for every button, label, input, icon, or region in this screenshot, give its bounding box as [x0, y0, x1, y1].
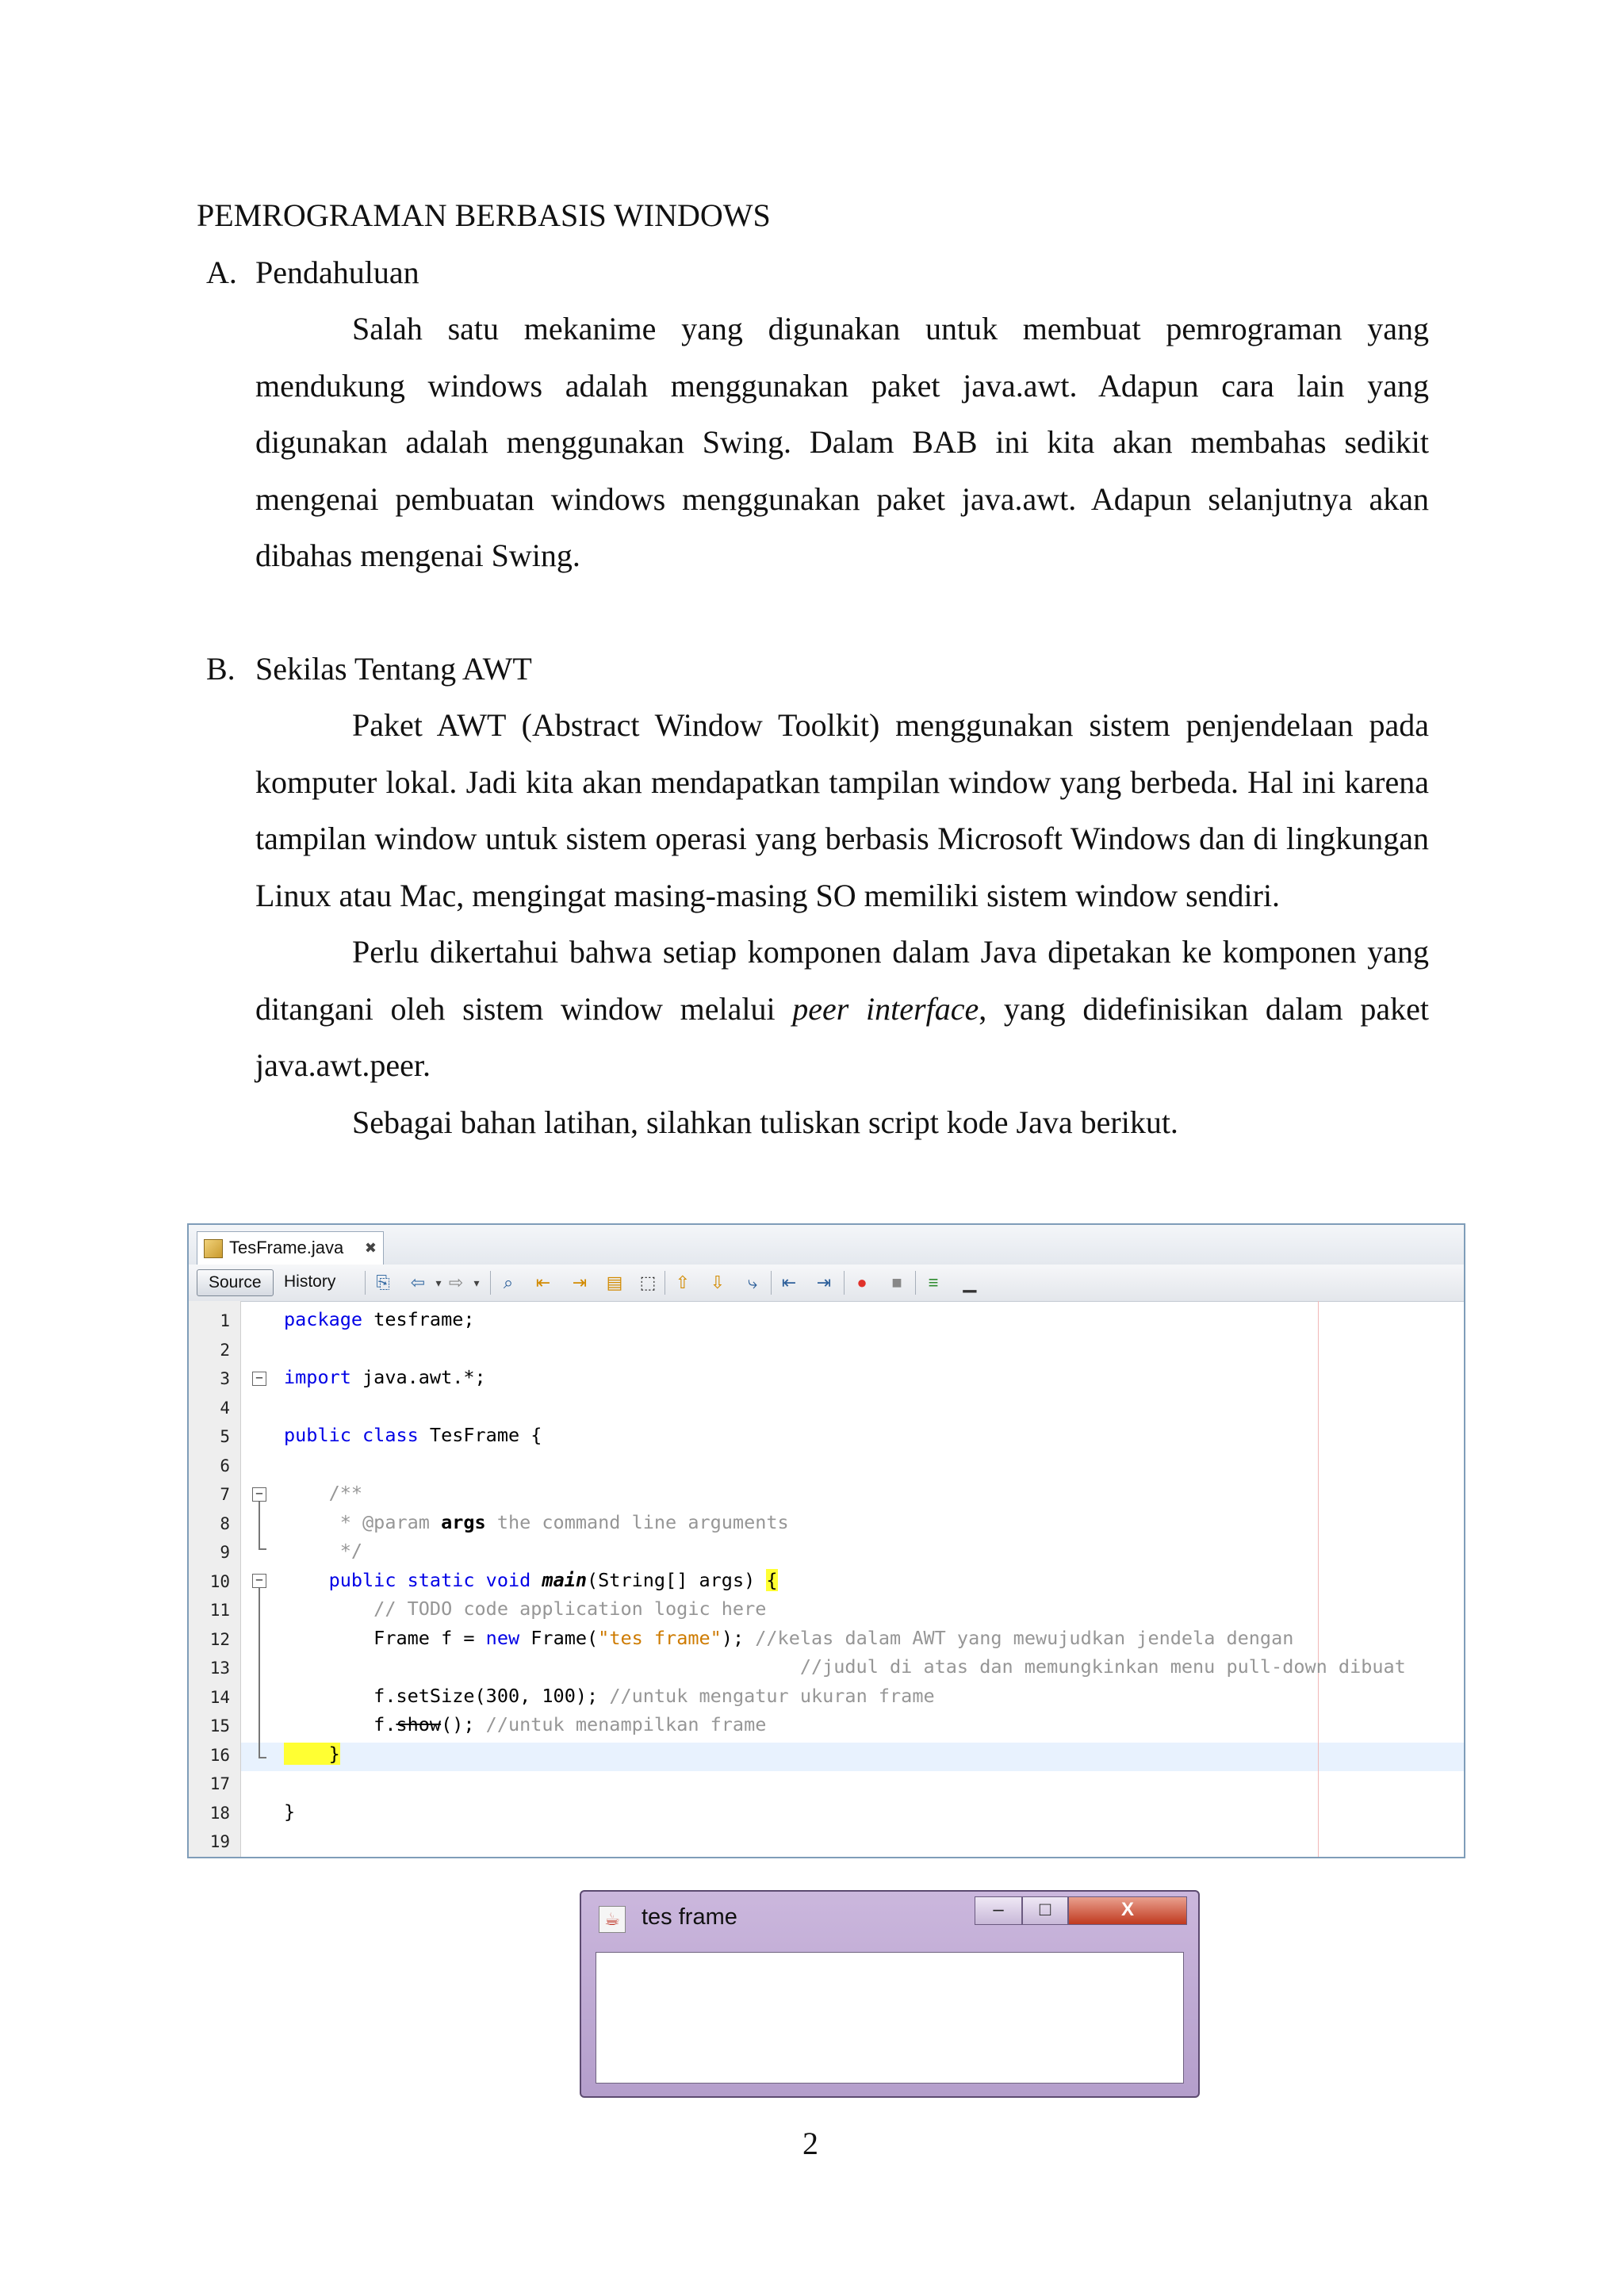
maximize-button[interactable]: □ [1022, 1896, 1068, 1925]
find-next-icon[interactable]: ⇥ [572, 1272, 588, 1292]
comment-icon[interactable]: ≡ [928, 1272, 939, 1292]
window-client-area [596, 1952, 1184, 2084]
minimize-button[interactable]: – [975, 1896, 1022, 1925]
code-line-11: // TODO code application logic here [284, 1598, 767, 1620]
close-button[interactable]: X [1068, 1896, 1187, 1925]
uncomment-icon[interactable]: ▁ [963, 1272, 977, 1292]
section-b-paragraph-1: Paket AWT (Abstract Window Toolkit) menggunakan sistem penjendelaan pada komputer lokal. Jadi kita akan mendapatkan tampilan window yang berbeda. Hal ini karena tampilan window untuk sistem operasi yang berbasis Microsoft Windows dan di lingkungan Linux atau Mac, mengingat masing-masing SO memiliki sistem window sendiri. [255, 707, 1429, 913]
line-number: 14 [209, 1687, 230, 1707]
code-line-5: public class TesFrame { [284, 1424, 542, 1446]
history-tab-button[interactable]: History [284, 1272, 336, 1291]
back-dropdown-icon[interactable]: ▾ [435, 1276, 442, 1289]
line-number: 8 [220, 1513, 230, 1533]
editor-tab-bar [189, 1225, 1464, 1265]
code-line-9: */ [284, 1540, 363, 1562]
back-icon[interactable]: ⇦ [410, 1272, 426, 1292]
find-icon[interactable]: ⌕ [503, 1272, 514, 1292]
line-number: 18 [209, 1803, 230, 1823]
line-number: 3 [220, 1369, 230, 1388]
document-heading: PEMROGRAMAN BERBASIS WINDOWS [197, 197, 771, 233]
section-b-body [255, 697, 1429, 1150]
close-tab-icon[interactable]: ✖ [364, 1240, 377, 1256]
java-file-icon [204, 1239, 223, 1258]
stop-macro-recording-icon[interactable]: ■ [891, 1272, 902, 1292]
file-tab[interactable] [197, 1231, 384, 1265]
ide-editor-screenshot [187, 1223, 1465, 1858]
code-line-18: } [284, 1800, 296, 1823]
next-bookmark-icon[interactable]: ⇩ [710, 1272, 726, 1292]
code-line-7: /** [284, 1482, 363, 1504]
code-line-3: import java.awt.*; [284, 1366, 486, 1388]
rectangular-selection-icon[interactable]: ⬚ [639, 1272, 657, 1292]
section-a-paragraph: Salah satu mekanime yang digunakan untuk membuat pemrograman yang mendukung windows adalah menggunakan paket java.awt. Adapun cara lain yang digunakan adalah menggunakan Swing. Dalam BAB ini kita akan membahas sedikit mengenai pembuatan windows menggunakan paket java.awt. Adapun selanjutnya akan dibahas mengenai Swing. [255, 311, 1429, 573]
section-b-title: Sekilas Tentang AWT [255, 651, 532, 687]
file-tab-label: TesFrame.java [229, 1238, 344, 1257]
line-number: 9 [220, 1543, 230, 1562]
line-number: 13 [209, 1659, 230, 1678]
line-number: 4 [220, 1398, 230, 1418]
section-b-paragraph-3: Sebagai bahan latihan, silahkan tuliskan script kode Java berikut. [352, 1104, 1178, 1140]
page-number: 2 [802, 2126, 818, 2161]
line-number: 15 [209, 1716, 230, 1735]
shift-right-icon[interactable]: ⇥ [816, 1272, 832, 1292]
current-line-highlight [241, 1743, 1464, 1771]
line-number: 12 [209, 1629, 230, 1649]
source-tab-button[interactable]: Source [197, 1269, 274, 1296]
previous-bookmark-icon[interactable]: ⇧ [675, 1272, 691, 1292]
java-cup-icon: ☕ [599, 1906, 626, 1933]
code-line-16: } [284, 1742, 340, 1765]
fold-toggle-icon[interactable]: − [252, 1372, 266, 1386]
code-line-13: //judul di atas dan memungkinkan menu pull-down dibuat [284, 1655, 1406, 1678]
line-number: 16 [209, 1745, 230, 1765]
line-number: 10 [209, 1571, 230, 1591]
line-number: 17 [209, 1774, 230, 1793]
code-line-1: package tesframe; [284, 1308, 475, 1330]
line-number: 11 [209, 1601, 230, 1620]
line-number: 6 [220, 1456, 230, 1475]
last-edit-icon[interactable]: ⎘ [376, 1272, 390, 1292]
section-a-label: A. [206, 254, 237, 290]
find-previous-icon[interactable]: ⇤ [535, 1272, 551, 1292]
editor-toolbar [189, 1265, 1464, 1302]
line-number: 2 [220, 1340, 230, 1360]
right-margin-guide [1318, 1301, 1319, 1857]
line-number: 5 [220, 1427, 230, 1446]
section-a-title: Pendahuluan [255, 254, 419, 290]
window-title: tes frame [642, 1904, 737, 1930]
code-line-10: public static void main(String[] args) { [284, 1568, 778, 1591]
code-line-8: * @param args the command line arguments [284, 1510, 789, 1533]
line-number: 1 [220, 1311, 230, 1330]
forward-dropdown-icon[interactable]: ▾ [473, 1276, 480, 1289]
start-macro-recording-icon[interactable]: ● [856, 1272, 868, 1292]
toggle-bookmark-icon[interactable]: ⤷ [747, 1272, 758, 1292]
section-b-paragraph-2: Perlu dikertahui bahwa setiap komponen dalam Java dipetakan ke komponen yang ditangani oleh sistem window melalui peer interface, yang didefinisikan dalam paket java.awt.peer. [255, 934, 1429, 1083]
section-b-label: B. [206, 651, 236, 687]
code-line-15: f.show(); //untuk menampilkan frame [284, 1713, 767, 1735]
line-number: 7 [220, 1485, 230, 1504]
toggle-highlight-icon[interactable]: ▤ [606, 1272, 623, 1292]
fold-toggle-icon[interactable]: − [252, 1487, 266, 1502]
fold-toggle-icon[interactable]: − [252, 1574, 266, 1588]
tes-frame-window [580, 1890, 1200, 2098]
shift-left-icon[interactable]: ⇤ [781, 1272, 797, 1292]
forward-icon[interactable]: ⇨ [448, 1272, 464, 1292]
code-line-12: Frame f = new Frame("tes frame"); //kelas dalam AWT yang mewujudkan jendela dengan [284, 1626, 1294, 1649]
line-number: 19 [209, 1832, 230, 1851]
code-line-14: f.setSize(300, 100); //untuk mengatur ukuran frame [284, 1684, 935, 1707]
